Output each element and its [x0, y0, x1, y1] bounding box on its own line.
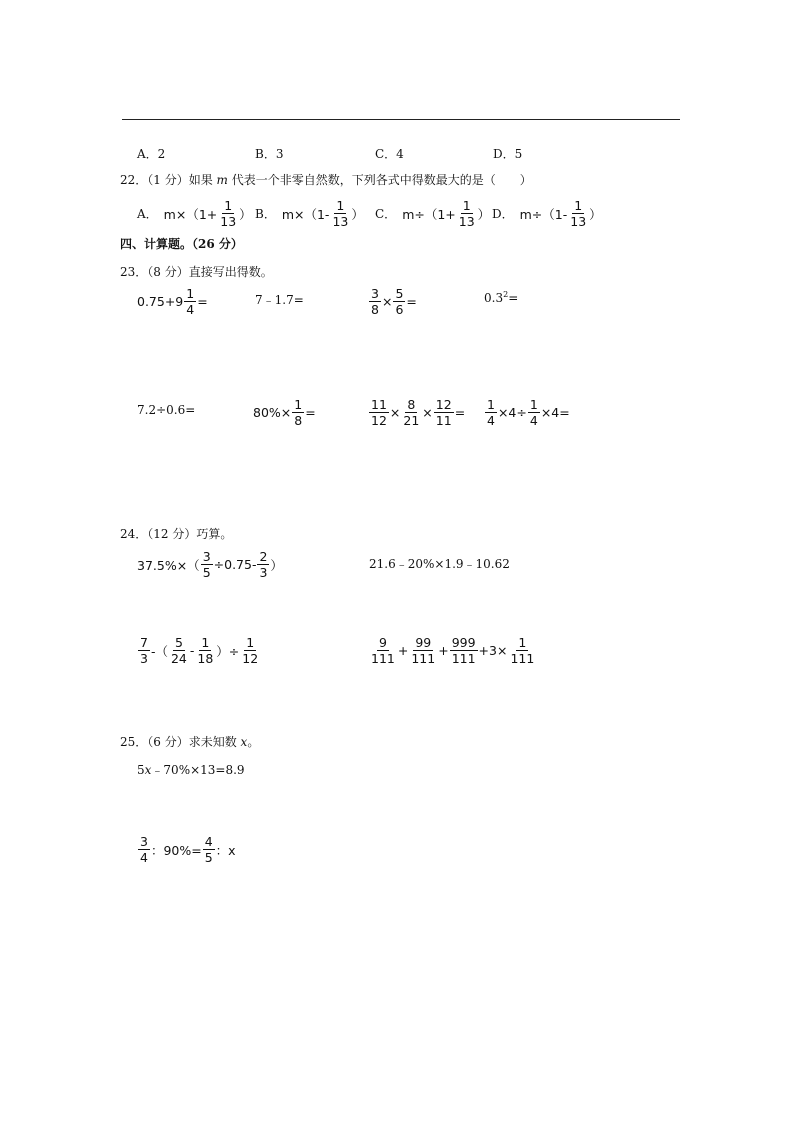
q24-expr-1: 37.5%×（ $\frac{3}{5}$ ÷0.75- 2 3 ）	[137, 549, 283, 581]
fraction: $\frac{99}{111}$	[411, 635, 436, 667]
fraction: 3 4	[140, 834, 148, 866]
q22-var: m	[216, 173, 228, 187]
q22-option-expr-post: ）	[589, 206, 602, 222]
fraction: $\frac{3}{8}$	[371, 286, 379, 318]
q23-expr-8: $\frac{1}{4}$ ×4÷ $\frac{1}{4}$ ×4=	[487, 397, 570, 429]
q22-option-label: D．	[492, 207, 514, 222]
q22-option-expr-pre: m×（1-	[281, 206, 330, 222]
q25-expr-1: 5x﹣70%×13=8.9	[137, 763, 245, 777]
fraction: $\frac{1}{111}$	[510, 635, 535, 667]
fraction: 1 13	[332, 198, 349, 230]
q22-option-b	[255, 199, 364, 228]
q24-expr-2: 21.6﹣20%×1.9﹣10.62	[369, 557, 510, 571]
fraction: $\frac{11}{12}$	[371, 397, 387, 429]
fraction: $\frac{999}{111}$	[451, 635, 476, 667]
q22-option-expr-pre: m÷（1+	[402, 206, 456, 222]
q22-option-label: B．	[255, 207, 276, 222]
q22-option-label: A．	[137, 207, 158, 222]
q23-expr-1: 0.75+9 $\frac{1}{4}$ =	[137, 286, 208, 318]
fraction: $\frac{1}{13}$	[458, 198, 475, 230]
q23-expr-3: $\frac{3}{8}$ × $\frac{5}{6}$ =	[371, 286, 417, 318]
fraction: 5 24	[170, 635, 187, 667]
q21-option-b: B．3	[255, 147, 284, 161]
q25-var: x	[240, 735, 248, 749]
q23-expr-7: $\frac{11}{12}$ × $\frac{8}{21}$ × $\frac{12}{11}$ =	[371, 397, 466, 429]
q23-expr-6: 80%× $\frac{1}{8}$ =	[253, 397, 316, 429]
q22-stem	[120, 171, 532, 188]
fraction: $\frac{1}{4}$	[529, 397, 538, 429]
q21-option-c: C．4	[375, 147, 404, 161]
q24-expr-4: 9 111 + $\frac{99}{111}$ + $\frac{999}{111}$ +3× $\frac{1}{111}$	[371, 635, 535, 667]
q22-option-expr-pre: m×（1+	[163, 206, 218, 222]
q24-expr-3: 7 3 -（ 5 24 - 1 18 ）÷ $\frac{1}{12}$	[140, 635, 259, 667]
q22-stem-post: 代表一个非零自然数，下列各式中得数最大的是（ ）	[227, 173, 532, 187]
q22-option-label: C．	[375, 207, 397, 222]
section-title: 四、计算题。（26 分）	[120, 237, 243, 251]
fraction: $\frac{1}{13}$	[220, 198, 237, 230]
fraction: 7 3	[140, 635, 148, 667]
fraction: $\frac{1}{12}$	[242, 635, 259, 667]
fraction: $\frac{1}{4}$	[186, 286, 195, 318]
fraction: $\frac{3}{5}$	[202, 549, 211, 581]
fraction: 1 13	[570, 198, 587, 230]
q22-option-c	[375, 199, 490, 228]
fraction: 2 3	[259, 549, 268, 581]
q22-option-expr-pre: m÷（1-	[519, 206, 568, 222]
fraction: $\frac{1}{8}$	[294, 397, 303, 429]
q22-option-a	[137, 199, 252, 228]
q22-option-expr-post: ）	[477, 206, 491, 222]
q22-option-expr-post: ）	[351, 206, 364, 222]
header-rule	[122, 119, 680, 120]
q21-option-a: A．2	[137, 147, 166, 161]
fraction: $\frac{12}{11}$	[435, 397, 452, 429]
fraction: $\frac{5}{6}$	[395, 286, 404, 318]
q22-option-expr-post: ）	[239, 206, 252, 222]
q22-stem-pre: 22．（1 分）如果	[120, 173, 217, 187]
q21-option-d: D．5	[493, 147, 523, 161]
q24-stem: 24．（12 分）巧算。	[120, 527, 233, 541]
fraction: $\frac{8}{21}$	[403, 397, 420, 429]
q23-expr-5: 7.2÷0.6=	[137, 403, 196, 417]
q25-stem: 25．（6 分）求未知数 x。	[120, 735, 260, 749]
q23-expr-4: $0.3^2=$	[484, 290, 519, 305]
q22-option-d	[492, 199, 602, 228]
q23-stem: 23．（8 分）直接写出得数。	[120, 265, 273, 279]
q23-expr-2: 7﹣1.7=	[255, 293, 304, 307]
fraction: 9 111	[371, 635, 395, 667]
fraction: 1 18	[197, 635, 214, 667]
fraction: $\frac{1}{4}$	[487, 397, 495, 429]
fraction: $\frac{4}{5}$	[204, 834, 213, 866]
q25-expr-2: 3 4 ：90%= $\frac{4}{5}$ ：x	[140, 834, 236, 866]
